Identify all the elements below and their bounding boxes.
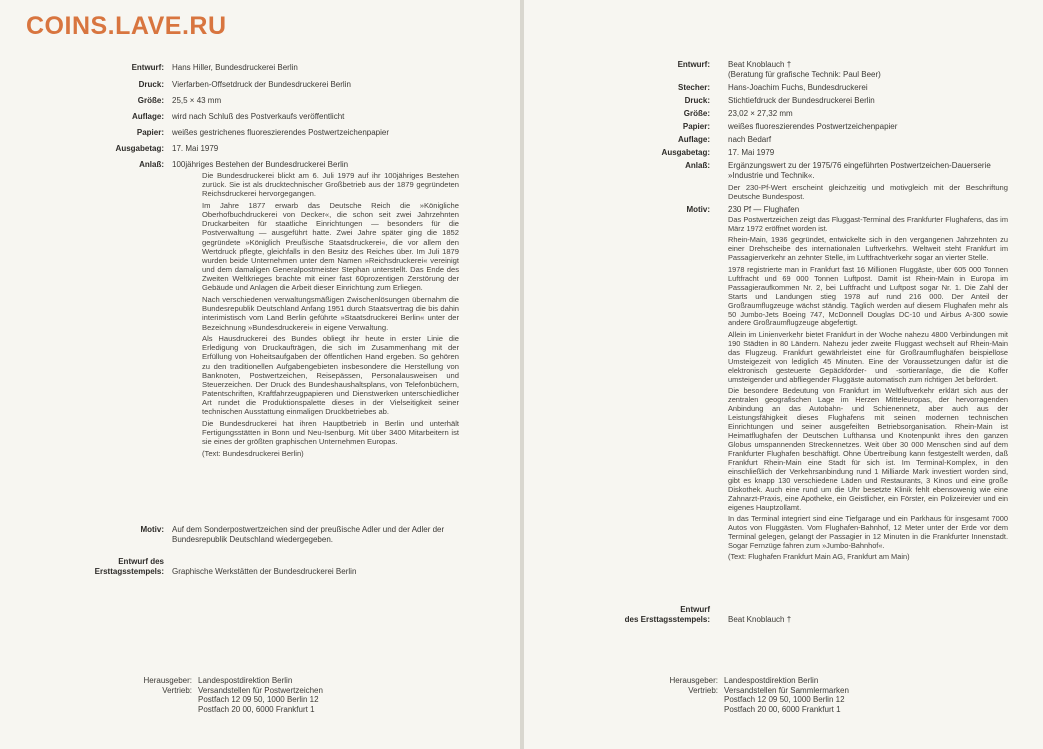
field-value: Graphische Werkstätten der Bundesdruckerei Berlin — [172, 567, 357, 576]
field-label: Papier: — [136, 128, 164, 137]
footer-value: Landespostdirektion Berlin — [724, 676, 819, 685]
field-label: Papier: — [682, 122, 710, 131]
field-label: Entwurf: — [677, 60, 710, 69]
anlass-note — [728, 183, 1008, 204]
field-value: Vierfarben-Offsetdruck der Bundesdruckerei Berlin — [172, 80, 351, 89]
field-label: Auflage: — [678, 135, 710, 144]
left-sheet — [0, 0, 520, 749]
paragraph: 1978 registrierte man in Frankfurt fast 16 Millionen Fluggäste, über 605 000 Tonnen Luftfracht und 69 000 Tonnen Luftpost. Damit ist Rhein-Main in Europa im Passagieraufkommen Nr. 2, bei Luftfracht und Luftpost sogar Nr. 1. Die Zahl der Starts und Landungen stieg 1978 auf rund 216 000. Der Anteil der Großraumflugzeuge wächst ständig. Täglich werden auf diesem Flughafen mehr als 50 Jumbo-Jets Boeing 747, McDonnell Douglas DC-10 und Airbus A-300 sowie andere Großraumflugzeuge abgefertigt. — [728, 264, 1008, 328]
footer-value: Postfach 12 09 50, 1000 Berlin 12 — [724, 695, 845, 704]
field-value: weißes gestrichenes fluoreszierendes Postwertzeichenpapier — [172, 128, 389, 137]
footer-label: Vertrieb: — [162, 685, 192, 695]
field-value: weißes fluoreszierendes Postwertzeichenpapier — [728, 122, 898, 131]
field-value: Ergänzungswert zu der 1975/76 eingeführten Postwertzeichen-Dauerserie »Industrie und Technik«. — [728, 161, 991, 180]
field-value: 23,02 × 27,32 mm — [728, 109, 793, 118]
footer-value: Postfach 12 09 50, 1000 Berlin 12 — [198, 695, 319, 704]
footer — [660, 676, 990, 718]
paragraph: Der 230-Pf-Wert erscheint gleichzeitig und motivgleich mit der Beschriftung Deutsche Bundespost. — [728, 183, 1008, 202]
field-value: nach Bedarf — [728, 135, 772, 144]
field-ersttagsstempel — [622, 605, 1032, 627]
paragraph: Im Jahre 1877 erwarb das Deutsche Reich die »Königliche Oberhofbuchdruckerei von Decker«, die schon seit zwei Jahrzehnten Druckarbeiten für staatliche Einrichtungen — besonders für die Postverwaltung — ausgeführt hatte. Zwei Jahre später ging die 1852 gegründete »Königlich Preußische Staatsdruckerei«, die vor allem den Wertdruck pflegte, gleichfalls in den Besitz des Reiches über. Im Juli 1879 wurden beide Unternehmen unter dem Namen »Reichsdruckerei« vereinigt und dem damaligen Generalpostmeister Stephan unterstellt. Das Ende des Zweiten Weltkrieges brachte mit einer fast 60prozentigen Zerstörung der Gebäude und Anlagen die Arbeit dieser Einrichtung zum Erliegen. — [202, 200, 459, 293]
right-sheet — [524, 0, 1043, 749]
footer-value: Postfach 20 00, 6000 Frankfurt 1 — [198, 704, 315, 714]
field-value: Auf dem Sonderpostwertzeichen sind der preußische Adler und der Adler der Bundesrepublik Deutschland wiedergegeben. — [172, 525, 445, 544]
watermark: COINS.LAVE.RU — [26, 12, 227, 40]
field-label: Entwurf des — [118, 557, 164, 566]
field-label: Anlaß: — [685, 161, 710, 170]
field-value: Stichtiefdruck der Bundesdruckerei Berlin — [728, 96, 875, 105]
field-label: Größe: — [683, 109, 710, 118]
field-label: Entwurf: — [131, 63, 164, 72]
field-label: Ersttagsstempels: — [94, 567, 164, 576]
paragraph: Allein im Linienverkehr bietet Frankfurt in der Woche nahezu 4800 Verbindungen mit 190 Städten in 80 Ländern. Nahezu jeder zweite Fluggast wechselt auf Rhein-Main das Flugzeug. Frankfurt gewährleistet eine für Großraumflughäfen beispiellose Umsteigezeit von lediglich 45 Minuten. Eine der Voraussetzungen dafür ist die elektronisch gesteuerte Gepäckförder- und -sortieranlage, die die Koffer umsteigender und abfliegender Fluggäste automatisch zum richtigen Jet befördert. — [728, 329, 1008, 384]
paragraph: Rhein-Main, 1936 gegründet, entwickelte sich in den vergangenen Jahrzehnten zu einer Drehscheibe des internationalen Luftverkehrs. Weltweit steht Frankfurt im Passagierverkehr an zehnter Stelle, im Luftfrachtverkehr sogar an vierter Stelle. — [728, 235, 1008, 263]
field-value: wird nach Schluß des Postverkaufs veröffentlicht — [172, 112, 345, 121]
field-label: Druck: — [138, 80, 164, 89]
field-label: des Ersttagsstempels: — [624, 615, 710, 624]
field-label: Auflage: — [132, 112, 164, 121]
field-label: Motiv: — [686, 205, 710, 214]
paragraph: In das Terminal integriert sind eine Tiefgarage und ein Parkhaus für insgesamt 7000 Autos von Fluggästen. Vom Flughafen-Bahnhof, 12 Meter unter der Erde vor dem Terminal gelegen, gelangt der Passagier in 12 Minuten in die Frankfurter Innenstadt. Sogar Fernzüge fahren zum »Jumbo-Bahnhof«. — [728, 514, 1008, 550]
body-text — [202, 171, 459, 461]
field-label: Ausgabetag: — [661, 148, 710, 157]
field-label: Ausgabetag: — [115, 144, 164, 153]
field-value: Hans Hiller, Bundesdruckerei Berlin — [172, 63, 298, 72]
paragraph: Nach verschiedenen verwaltungsmäßigen Zwischenlösungen übernahm die Bundesrepublik Deutschland Anfang 1951 durch Staatsvertrag die bis dahin interimistisch vom Land Berlin geführte »Staatsdruckerei Berlin« unter der Bezeichnung »Bundesdruckerei« in eigene Verwaltung. — [202, 295, 459, 332]
field-label: Entwurf — [680, 605, 710, 614]
field-value: 230 Pf — Flughafen — [728, 205, 800, 214]
field-value: Hans-Joachim Fuchs, Bundesdruckerei — [728, 83, 868, 92]
paragraph: Als Hausdruckerei des Bundes obliegt ihr heute in erster Linie die Erledigung von Druckaufträgen, die sich im Zusammenhang mit der Erfüllung von Hoheitsaufgaben der öffentlichen Hand ergeben. So gehören zu den traditionellen Aufgabengebieten insbesondere die Herstellung von Banknoten, Postwertzeichen, Reisepässen, Personalausweisen und Steuerzeichen. Der Druck des Bundeshaushaltsplans, von Telefonbüchern, Patentschriften, Kraftfahrzeugpapieren und Dienstwerken unterschiedlicher Art rundet die Produktionspalette dieses in der Vielseitigkeit seiner technischen Ausstattung einmaligen Druckbetriebes ab. — [202, 334, 459, 417]
text-credit: (Text: Bundesdruckerei Berlin) — [202, 449, 304, 459]
field-label: Druck: — [684, 96, 710, 105]
field-ersttagsstempel — [76, 557, 460, 579]
paragraph: Die Bundesdruckerei blickt am 6. Juli 1979 auf ihr 100jähriges Bestehen zurück. Sie ist als drucktechnischer Großbetrieb aus der 1879 gegründeten Reichsdruckerei hervorgegangen. — [202, 171, 459, 199]
paragraph: Die Bundesdruckerei hat ihren Hauptbetrieb in Berlin und unterhält Fertigungsstätten in Bonn und Neu-Isenburg. Mit über 3400 Mitarbeitern ist sie eines der größten graphischen Unternehmen Europas. — [202, 419, 459, 447]
footer-value: Landespostdirektion Berlin — [198, 676, 293, 685]
field-anlass — [622, 161, 1032, 181]
paragraph: Das Postwertzeichen zeigt das Fluggast-Terminal des Frankfurter Flughafens, das im März 1972 eröffnet worden ist. — [728, 215, 1008, 233]
body-text — [728, 216, 1008, 565]
field-value: 17. Mai 1979 — [728, 148, 775, 157]
field-value: Beat Knoblauch † — [728, 60, 792, 69]
text-credit: (Text: Flughafen Frankfurt Main AG, Frankfurt am Main) — [728, 552, 910, 562]
footer-label: Herausgeber: — [143, 676, 192, 685]
paragraph: Die besondere Bedeutung von Frankfurt im Weltluftverkehr erklärt sich aus der zentralen geografischen Lage im Herzen Mitteleuropas, der hervorragenden Anbindung an das Autobahn- und Schienennetz, aber auch aus der Leistungsfähigkeit dieses Flughafens mit seinen modernen technischen Einrichtungen und seiner ausgefeilten Betriebsorganisation. Rhein-Main ist Heimatflughafen der Deutschen Lufthansa und Knotenpunkt ihres den ganzen Globus umspannenden Streckennetzes. Weit über 30 000 Menschen sind auf dem Frankfurter Flughafen beschäftigt. Ohne Übertreibung kann festgestellt werden, daß Frankfurt Rhein-Main eine Stadt für sich ist. Im Terminal-Komplex, in den einschließlich der Verkehrsanbindung rund 1 Milliarde Mark investiert worden sind, gibt es knapp 130 verschiedene Läden und Restaurants, 3 Kinos und eine große Diskothek. Auch eine rund um die Uhr besetzte Klinik fehlt ebensowenig wie eine Zahnarzt-Praxis, eine Apotheke, ein Geistlicher, ein Förster, ein Polizeirevier und ein eigenes Hauptzollamt. — [728, 386, 1008, 512]
footer-value: Postfach 20 00, 6000 Frankfurt 1 — [724, 704, 841, 714]
field-value: 100jähriges Bestehen der Bundesdruckerei Berlin — [172, 160, 349, 169]
field-value: (Beratung für grafische Technik: Paul Beer) — [728, 70, 881, 79]
field-label: Stecher: — [677, 83, 710, 92]
field-motiv — [76, 525, 460, 555]
field-value: 17. Mai 1979 — [172, 144, 219, 153]
field-value: Beat Knoblauch † — [728, 615, 792, 624]
field-label: Größe: — [137, 96, 164, 105]
footer-value: Versandstellen für Sammlermarken — [724, 685, 849, 695]
footer — [134, 676, 454, 718]
field-label: Motiv: — [140, 525, 164, 534]
footer-label: Herausgeber: — [669, 676, 718, 685]
field-label: Anlaß: — [139, 160, 164, 169]
field-value: 25,5 × 43 mm — [172, 96, 222, 105]
footer-value: Versandstellen für Postwertzeichen — [198, 685, 323, 695]
footer-label: Vertrieb: — [688, 685, 718, 695]
